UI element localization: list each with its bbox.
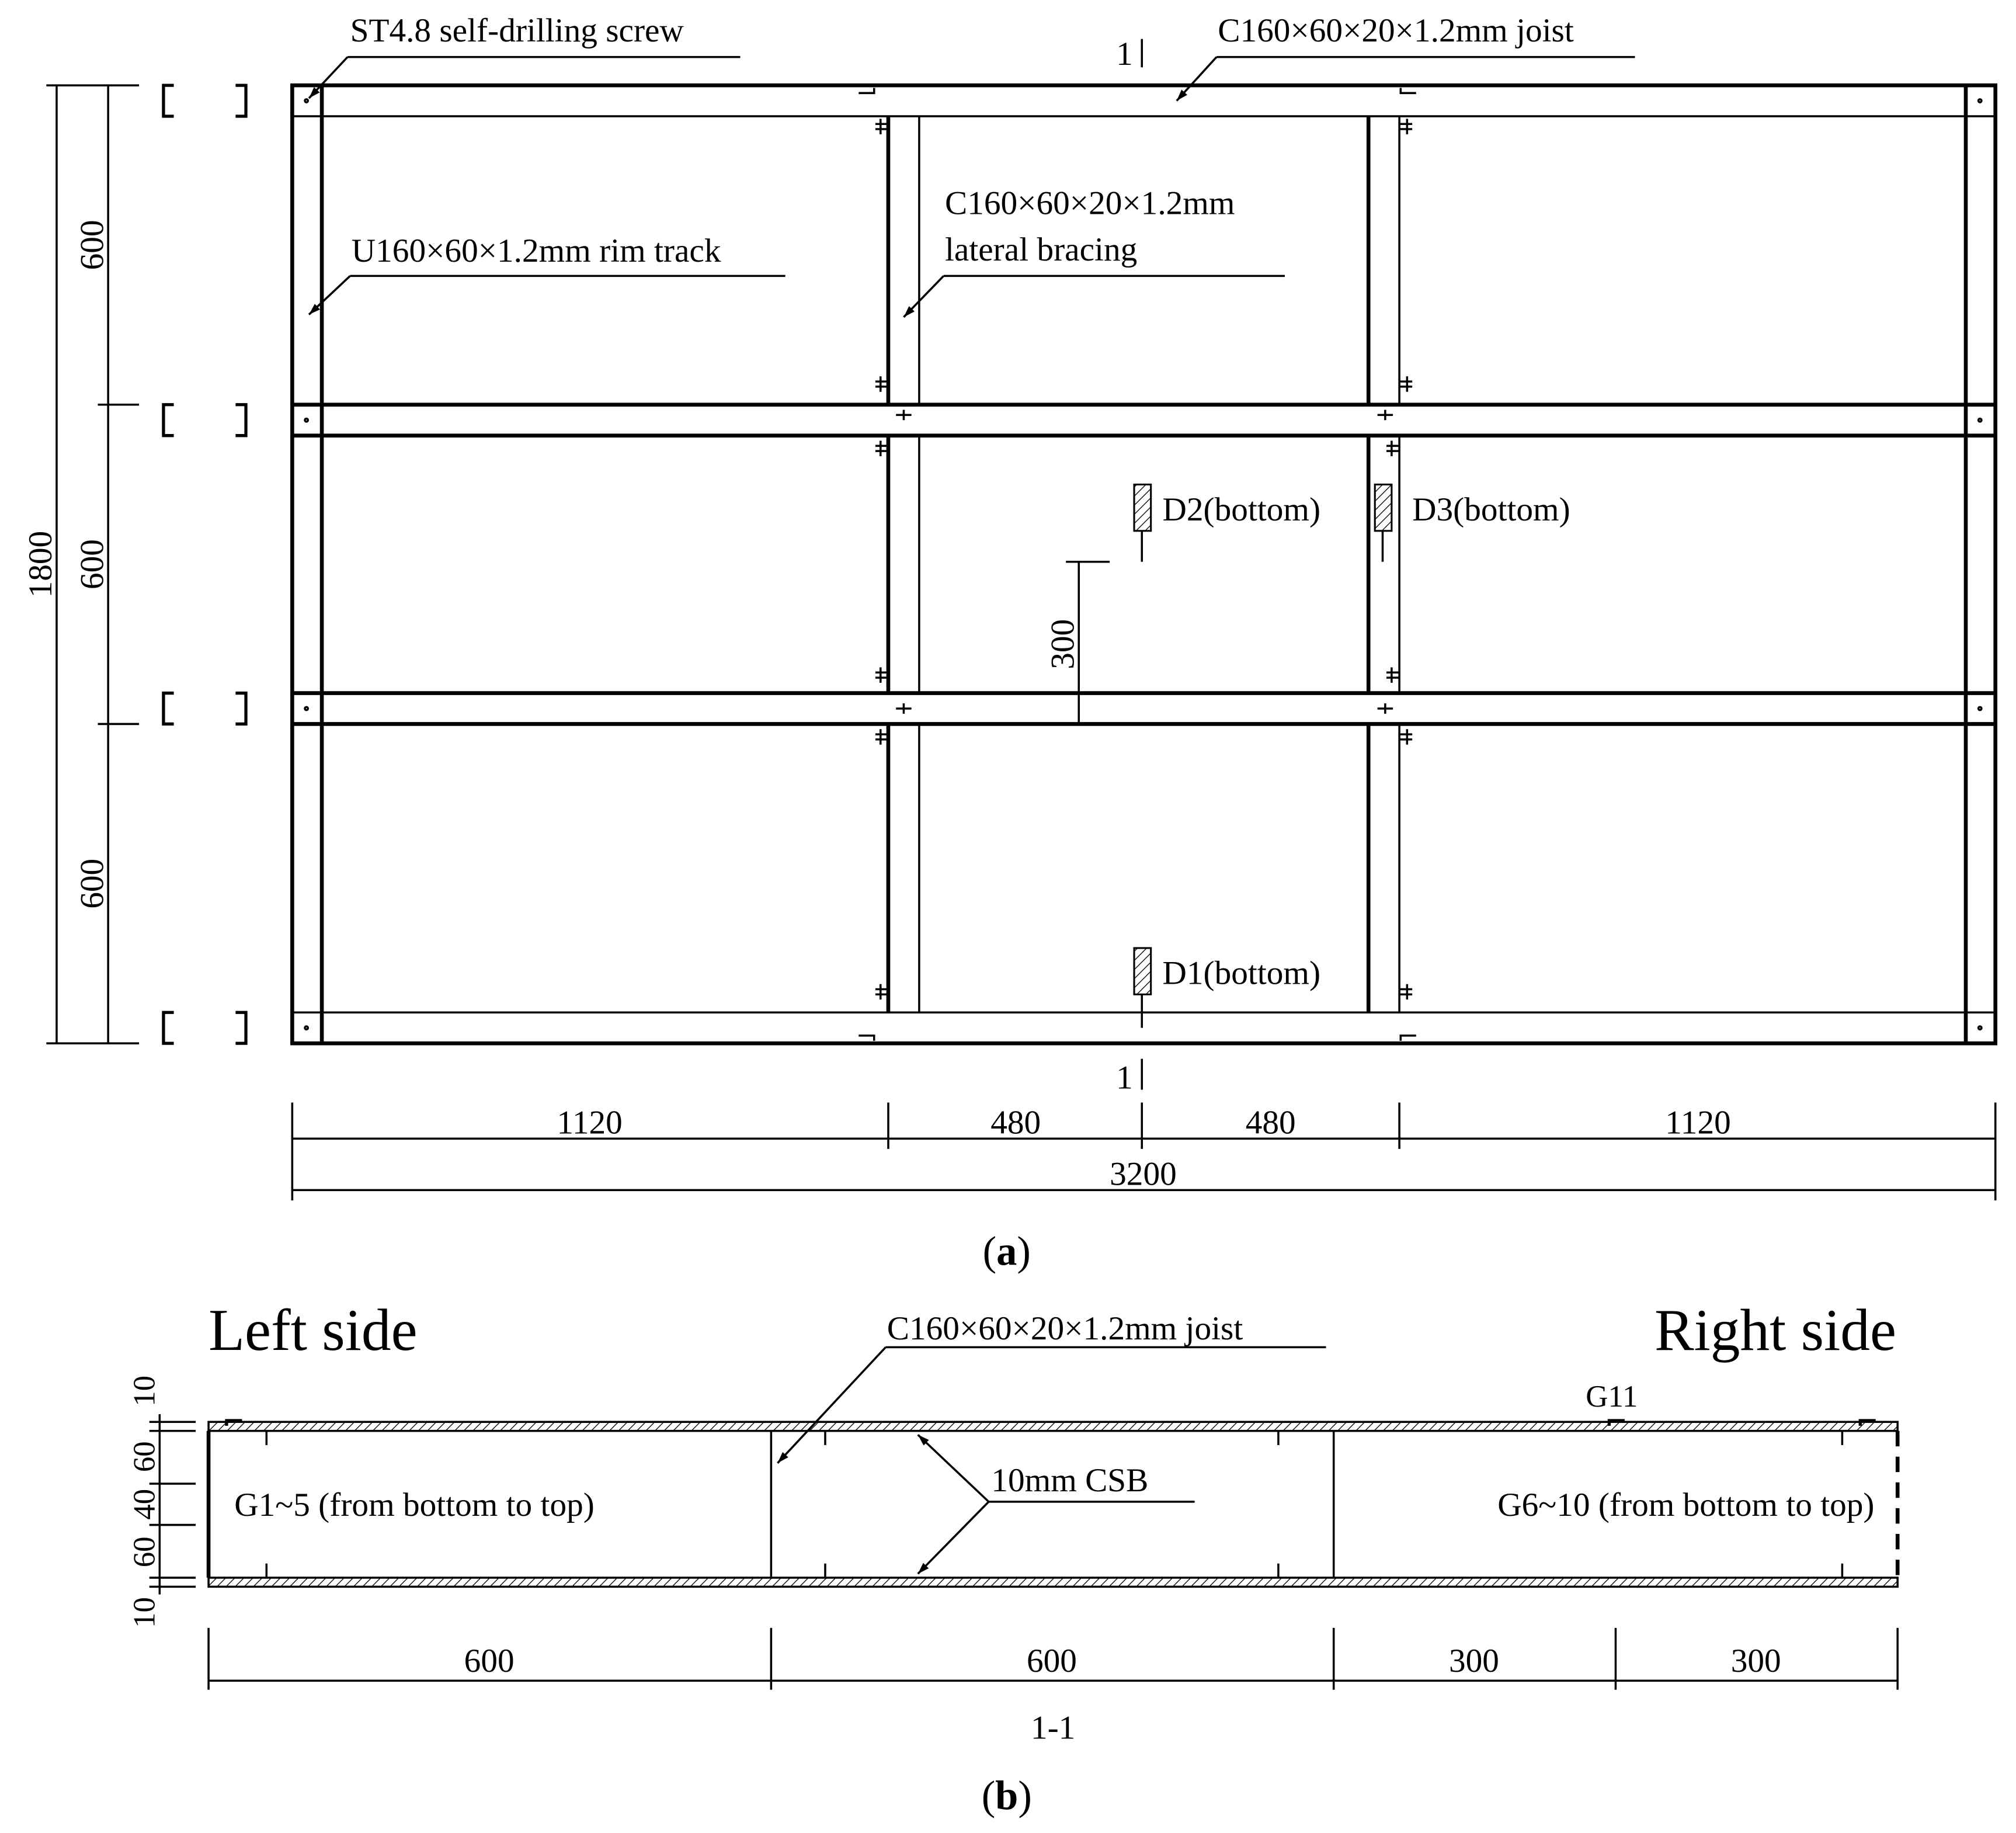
label-screw: ST4.8 self-drilling screw	[350, 12, 684, 50]
dim-480-left: 480	[990, 1104, 1041, 1141]
label-g6-10: G6~10 (from bottom to top)	[1497, 1487, 1875, 1524]
dim-row-height-1: 600	[74, 220, 111, 270]
leader-csb-bottom	[918, 1502, 989, 1574]
label-bracing-line2: lateral bracing	[944, 231, 1138, 268]
section-mark-bottom: 1	[1116, 1059, 1133, 1096]
label-joist: C160×60×20×1.2mm joist	[1218, 12, 1574, 50]
dim-section-10-bottom: 10	[127, 1597, 162, 1628]
dim-section-300-right: 300	[1730, 1642, 1781, 1679]
label-left-side: Left side	[208, 1297, 418, 1363]
leader-joist	[1177, 57, 1216, 101]
leader-csb-top	[918, 1435, 989, 1502]
label-right-side: Right side	[1654, 1297, 1896, 1363]
dim-300: 300	[1044, 619, 1082, 669]
dim-section-40: 40	[127, 1488, 162, 1520]
label-csb: 10mm CSB	[991, 1462, 1149, 1499]
plan-outer-frame	[292, 85, 1995, 1043]
section-mark-top: 1	[1116, 35, 1133, 72]
dim-1120-right: 1120	[1665, 1104, 1731, 1141]
dim-section-300-left: 300	[1448, 1642, 1499, 1679]
sensor-d1-icon	[1134, 948, 1151, 994]
caption-b: (b)	[981, 1773, 1032, 1819]
section-title: 1-1	[1030, 1709, 1076, 1747]
leader-bracing	[903, 276, 943, 317]
dim-section-600-mid: 600	[1026, 1642, 1077, 1679]
label-bracing-line1: C160×60×20×1.2mm	[944, 185, 1235, 222]
sensor-d2-icon	[1134, 484, 1151, 530]
label-g11: G11	[1586, 1379, 1638, 1414]
caption-a: (a)	[982, 1228, 1031, 1275]
plan-view	[22, 12, 1996, 1274]
section-view	[128, 1297, 1898, 1819]
dim-row-height-3: 600	[74, 858, 111, 909]
sensor-d3-icon	[1375, 484, 1392, 530]
dim-480-right: 480	[1245, 1104, 1296, 1141]
screw-marks	[305, 88, 1982, 1041]
dim-row-height-2: 600	[74, 539, 111, 590]
dim-section-60-bottom: 60	[127, 1536, 162, 1568]
label-section-joist: C160×60×20×1.2mm joist	[887, 1310, 1243, 1348]
bottom-csb-board	[208, 1578, 1897, 1586]
dim-total-height: 1800	[22, 530, 60, 598]
label-sensor-d3: D3(bottom)	[1412, 491, 1570, 529]
top-csb-board	[208, 1422, 1897, 1431]
c-section-symbols	[164, 85, 246, 1043]
label-rim: U160×60×1.2mm rim track	[351, 232, 721, 270]
dim-section-60-top: 60	[127, 1441, 162, 1473]
dim-1120-left: 1120	[557, 1104, 623, 1141]
label-sensor-d2: D2(bottom)	[1162, 491, 1321, 529]
leader-rim	[309, 276, 350, 314]
leader-screw	[309, 57, 347, 99]
label-g1-5: G1~5 (from bottom to top)	[234, 1487, 595, 1524]
dim-total-width: 3200	[1110, 1155, 1177, 1193]
dim-section-600-left: 600	[464, 1642, 515, 1679]
dim-section-10-top: 10	[127, 1375, 162, 1407]
label-sensor-d1: D1(bottom)	[1162, 954, 1321, 992]
leader-section-joist	[777, 1347, 885, 1463]
